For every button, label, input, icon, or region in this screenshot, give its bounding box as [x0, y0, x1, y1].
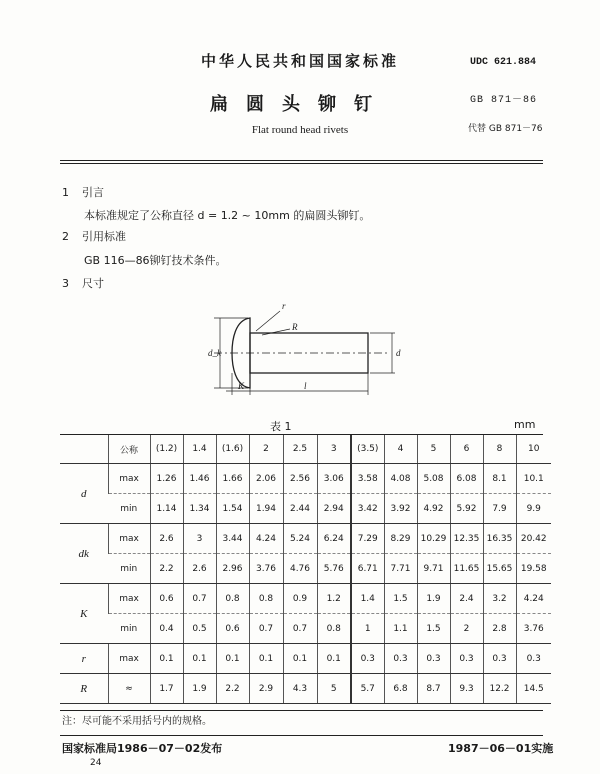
table-cell: 2.2 — [150, 554, 183, 584]
table-cell: 0.8 — [249, 584, 283, 614]
row-limit: max — [108, 464, 150, 494]
table-cell: 0.7 — [249, 614, 283, 644]
table-cell: 2.6 — [183, 554, 216, 584]
page-number: 24 — [90, 758, 102, 768]
table-cell: 5 — [317, 674, 351, 704]
row-limit: min — [108, 554, 150, 584]
table-cell: 3.58 — [351, 464, 384, 494]
table-cell: 0.1 — [249, 644, 283, 674]
table-cell: 0.8 — [317, 614, 351, 644]
table-cell: 1.5 — [417, 614, 450, 644]
header-cell: 8 — [483, 435, 516, 464]
table-cell: 1.1 — [384, 614, 417, 644]
header-cell: 1.4 — [183, 435, 216, 464]
table-cell: 0.1 — [216, 644, 249, 674]
table-row — [60, 554, 551, 584]
table-cell: 1 — [351, 614, 384, 644]
table-caption: 表 1 — [270, 420, 292, 433]
standard-body-title: 中华人民共和国国家标准 — [200, 52, 399, 70]
table-cell: 1.34 — [183, 494, 216, 524]
header-rule-thin — [60, 163, 543, 164]
table-cell: 1.5 — [384, 584, 417, 614]
table-row — [60, 644, 551, 674]
table-cell: 0.3 — [450, 644, 483, 674]
table-row — [60, 524, 551, 554]
header-cell: (1.6) — [216, 435, 249, 464]
table-cell: 0.1 — [317, 644, 351, 674]
table-cell: 15.65 — [483, 554, 516, 584]
table-cell: 4.24 — [249, 524, 283, 554]
table-row — [60, 614, 551, 644]
table-cell: 0.7 — [283, 614, 317, 644]
table-cell: 9.3 — [450, 674, 483, 704]
table-cell: 0.3 — [384, 644, 417, 674]
table-cell: 5.92 — [450, 494, 483, 524]
header-cell: 5 — [417, 435, 450, 464]
table-cell: 6.24 — [317, 524, 351, 554]
section-1-text: 本标准规定了公称直径 d = 1.2 ~ 10mm 的扁圆头铆钉。 — [84, 209, 371, 222]
header-cell: 4 — [384, 435, 417, 464]
table-cell: 0.3 — [483, 644, 516, 674]
table-cell: 0.3 — [516, 644, 551, 674]
table-cell: 3.44 — [216, 524, 249, 554]
table-cell: 0.1 — [150, 644, 183, 674]
row-symbol: R — [60, 674, 108, 704]
table-cell: 3.76 — [249, 554, 283, 584]
table-cell: 3.92 — [384, 494, 417, 524]
dimension-table — [60, 435, 551, 704]
label-l: l — [304, 381, 307, 391]
table-cell: 3.2 — [483, 584, 516, 614]
table-cell: 19.58 — [516, 554, 551, 584]
label-K: K — [238, 381, 245, 391]
table-cell: 7.29 — [351, 524, 384, 554]
table-cell: 4.08 — [384, 464, 417, 494]
table-cell: 0.3 — [351, 644, 384, 674]
issued-date: 国家标准局1986－07－02发布 — [62, 742, 223, 755]
table-cell: 1.26 — [150, 464, 183, 494]
row-limit: ≈ — [108, 674, 150, 704]
table-cell: 7.71 — [384, 554, 417, 584]
row-limit: max — [108, 584, 150, 614]
table-cell: 2.2 — [216, 674, 249, 704]
table-row — [60, 464, 551, 494]
table-cell: 9.9 — [516, 494, 551, 524]
table-cell: 1.54 — [216, 494, 249, 524]
table-cell: 1.14 — [150, 494, 183, 524]
row-symbol: r — [60, 644, 108, 674]
table-cell: 1.66 — [216, 464, 249, 494]
table-cell: 2.96 — [216, 554, 249, 584]
section-number: 1 — [62, 186, 69, 199]
table-cell: 2.8 — [483, 614, 516, 644]
table-cell: 0.4 — [150, 614, 183, 644]
table-cell: 1.2 — [317, 584, 351, 614]
replaces-note: 代替 GB 871－76 — [468, 124, 543, 134]
section-3-heading — [62, 275, 104, 291]
row-symbol: d — [60, 464, 108, 524]
table-cell: 3.76 — [516, 614, 551, 644]
row-limit: max — [108, 524, 150, 554]
table-cell: 2.9 — [249, 674, 283, 704]
table-cell: 11.65 — [450, 554, 483, 584]
table-cell: 5.7 — [351, 674, 384, 704]
label-d: d — [396, 348, 401, 358]
table-row — [60, 494, 551, 524]
table-cell: 5.08 — [417, 464, 450, 494]
table-cell: 0.1 — [183, 644, 216, 674]
table-row — [60, 674, 551, 704]
table-cell: 6.8 — [384, 674, 417, 704]
table-cell: 2.4 — [450, 584, 483, 614]
header-cell: 2.5 — [283, 435, 317, 464]
table-cell: 0.1 — [283, 644, 317, 674]
table-cell: 1.9 — [417, 584, 450, 614]
document-title-cn: 扁圆头铆钉 — [210, 94, 390, 115]
table-cell: 5.76 — [317, 554, 351, 584]
table-cell: 14.5 — [516, 674, 551, 704]
table-cell: 3.06 — [317, 464, 351, 494]
row-symbol: dk — [60, 524, 108, 584]
table-cell: 0.9 — [283, 584, 317, 614]
table-cell: 2 — [450, 614, 483, 644]
table-cell: 2.56 — [283, 464, 317, 494]
table-cell: 0.6 — [150, 584, 183, 614]
section-1-heading — [62, 184, 104, 200]
table-cell: 1.9 — [183, 674, 216, 704]
table-cell: 0.7 — [183, 584, 216, 614]
table-cell: 0.5 — [183, 614, 216, 644]
header-cell: 3 — [317, 435, 351, 464]
footer-rule — [60, 735, 543, 736]
label-r: r — [282, 301, 286, 311]
table-cell: 1.4 — [351, 584, 384, 614]
table-cell: 8.1 — [483, 464, 516, 494]
table-cell: 2.94 — [317, 494, 351, 524]
table-cell: 9.71 — [417, 554, 450, 584]
table-cell: 0.3 — [417, 644, 450, 674]
table-cell: 8.7 — [417, 674, 450, 704]
table-cell: 12.2 — [483, 674, 516, 704]
row-limit: min — [108, 614, 150, 644]
table-cell: 0.6 — [216, 614, 249, 644]
table-cell: 1.7 — [150, 674, 183, 704]
section-title: 引用标准 — [82, 230, 126, 243]
table-cell: 16.35 — [483, 524, 516, 554]
table-cell: 2.44 — [283, 494, 317, 524]
header-cell: 公称 — [108, 435, 150, 464]
table-cell: 6.71 — [351, 554, 384, 584]
section-title: 尺寸 — [82, 277, 104, 290]
table-bottom-rule — [60, 710, 543, 711]
table-cell: 7.9 — [483, 494, 516, 524]
table-cell: 10.29 — [417, 524, 450, 554]
table-cell: 8.29 — [384, 524, 417, 554]
header-cell: 2 — [249, 435, 283, 464]
row-symbol: K — [60, 584, 108, 644]
table-cell: 3 — [183, 524, 216, 554]
document-title-en: Flat round head rivets — [251, 124, 349, 136]
header-cell: (3.5) — [351, 435, 384, 464]
section-number: 2 — [62, 230, 69, 243]
header-rule — [60, 160, 543, 161]
table-cell: 5.24 — [283, 524, 317, 554]
effective-date: 1987－06－01实施 — [448, 742, 554, 755]
table-cell: 12.35 — [450, 524, 483, 554]
table-cell: 4.24 — [516, 584, 551, 614]
table-cell: 1.46 — [183, 464, 216, 494]
table-cell: 2.6 — [150, 524, 183, 554]
section-number: 3 — [62, 277, 69, 290]
table-cell: 3.42 — [351, 494, 384, 524]
table-cell: 4.3 — [283, 674, 317, 704]
header-cell: (1.2) — [150, 435, 183, 464]
table-unit: mm — [514, 418, 536, 431]
table-header-row — [60, 435, 551, 464]
r-leader — [256, 311, 280, 331]
table-cell: 4.76 — [283, 554, 317, 584]
R-leader — [262, 329, 290, 335]
label-dk: d_k — [208, 348, 221, 358]
label-R: R — [292, 322, 298, 332]
gb-code: GB 871－86 — [470, 95, 538, 106]
table-row — [60, 584, 551, 614]
header-cell: 10 — [516, 435, 551, 464]
rivet-drawing — [200, 295, 420, 405]
row-limit: min — [108, 494, 150, 524]
table-cell: 2.06 — [249, 464, 283, 494]
table-cell: 0.8 — [216, 584, 249, 614]
table-note: 注：尽可能不采用括号内的规格。 — [62, 716, 212, 727]
table-cell: 10.1 — [516, 464, 551, 494]
section-2-text: GB 116—86铆钉技术条件。 — [84, 254, 227, 267]
table-cell: 6.08 — [450, 464, 483, 494]
section-2-heading — [62, 228, 126, 244]
udc-code: UDC 621.884 — [470, 57, 537, 68]
row-limit: max — [108, 644, 150, 674]
table-cell: 1.94 — [249, 494, 283, 524]
table-cell: 20.42 — [516, 524, 551, 554]
header-cell: 6 — [450, 435, 483, 464]
section-title: 引言 — [82, 186, 104, 199]
table-cell: 4.92 — [417, 494, 450, 524]
